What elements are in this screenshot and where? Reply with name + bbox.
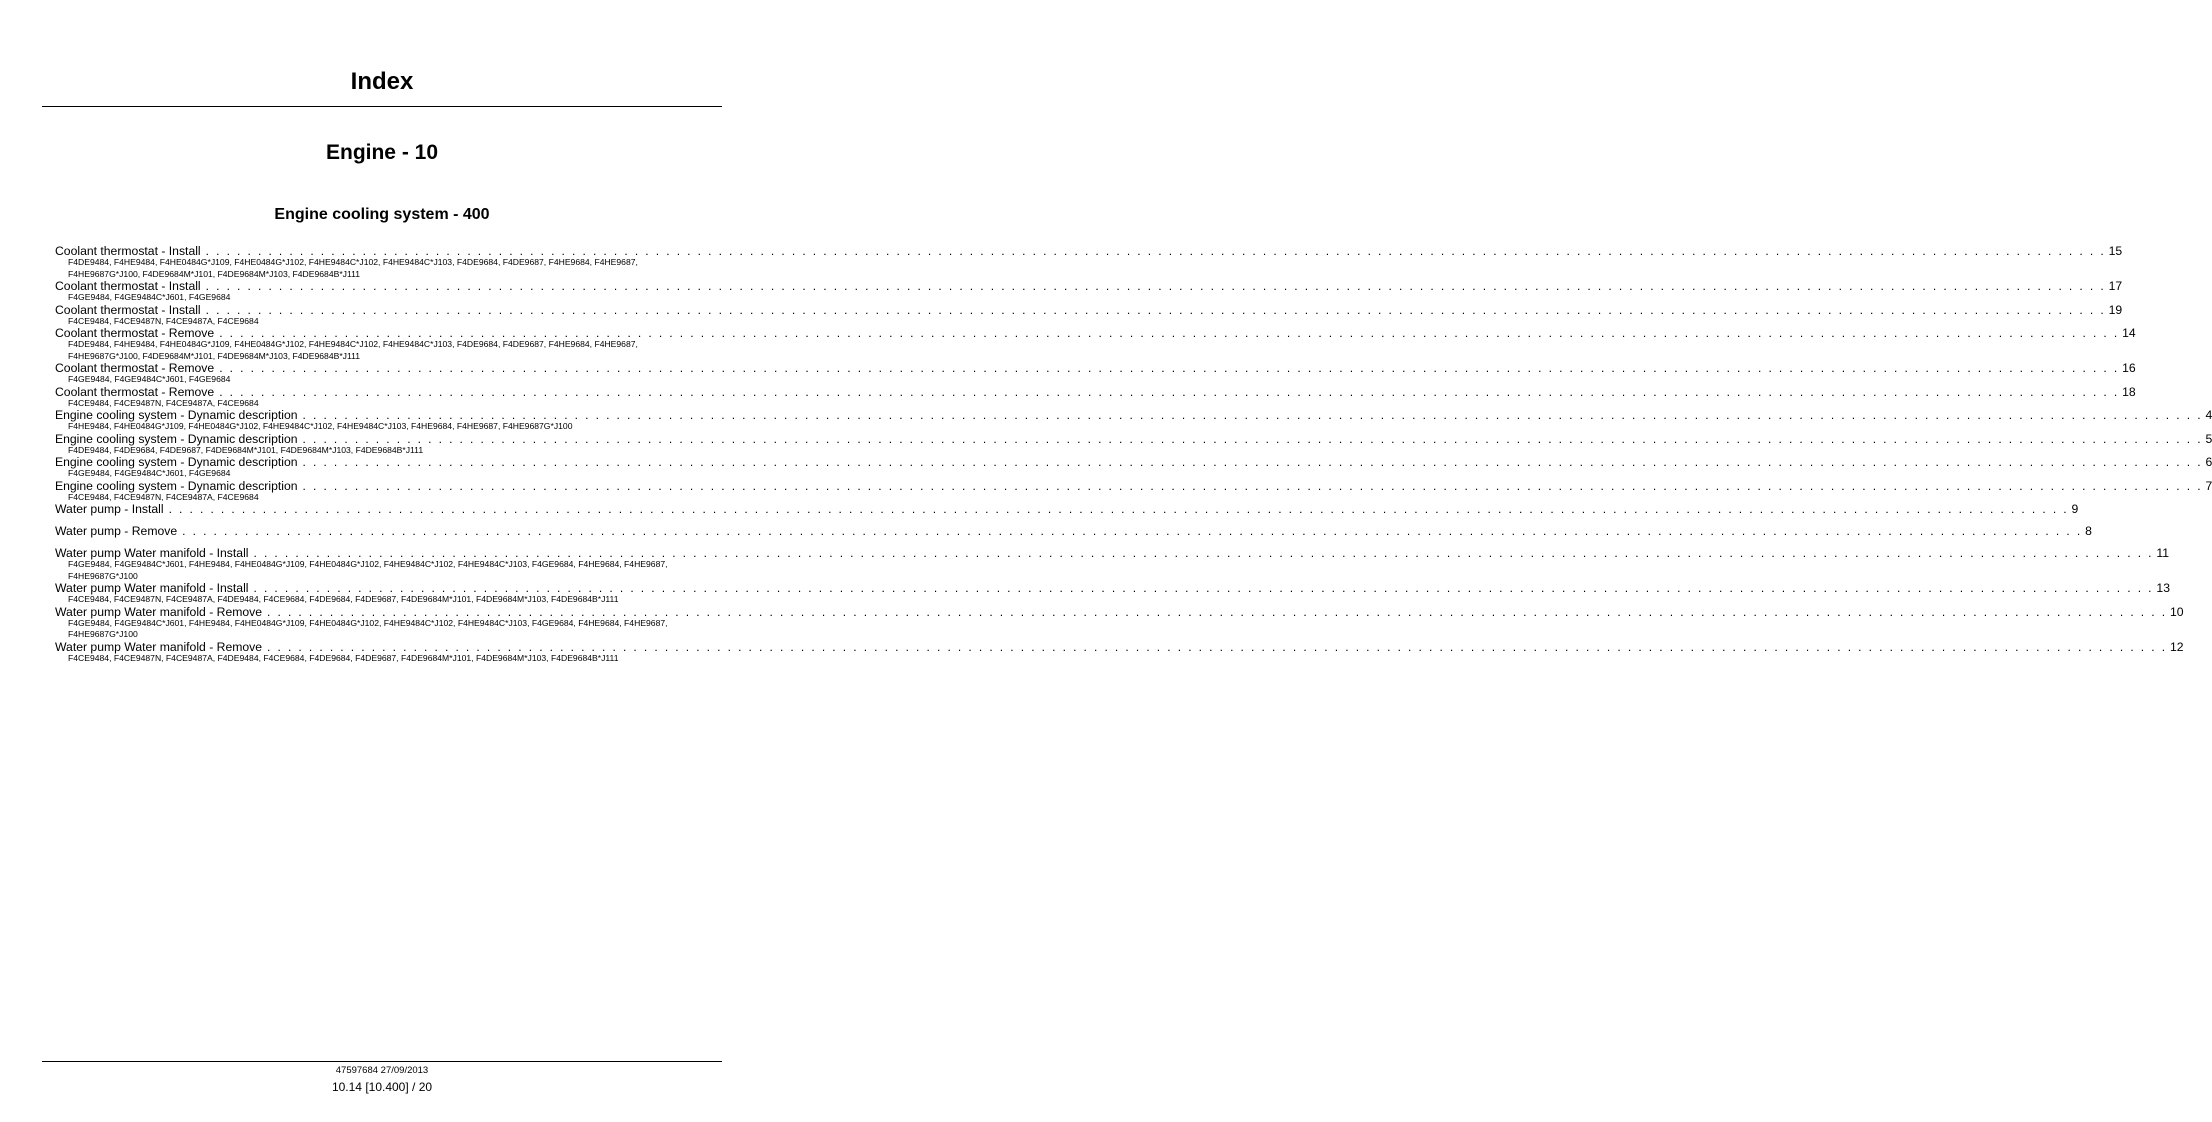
index-entry[interactable] (55, 502, 2079, 516)
index-entry-models: F4CE9484, F4CE9487N, F4CE9487A, F4DE9484, F4CE9684, F4DE9684, F4DE9687, F4DE9684M*J101, F4DE9684M*J103, F4DE9684B*J111 (68, 594, 619, 604)
index-entry[interactable] (55, 639, 2184, 665)
index-entry-line (55, 604, 2184, 619)
header-divider (42, 106, 722, 107)
dot-leader: . . . . . . . . . . . . . . . . . . . . . . . . . . . . . . . . . . . . . . . . . . . . . . . . . . . . . . . . . . . . . . . . . . . . . . . . . . . . . . . . . . . . . . . . . . . . . . . . . . . . . . . . . . . . . . . . . . . . . . . . . . . . . . . . . . . . . . . . . . . . . . . . . . . . . . . . . . . . . . . . . . . . . . . . . . . . . . . . . . . . . . (302, 431, 2203, 446)
index-entry-title[interactable]: Coolant thermostat - Remove (55, 384, 215, 399)
index-entry-title[interactable]: Water pump - Remove (55, 524, 178, 538)
document-reference: 47597684 27/09/2013 (335, 1065, 429, 1076)
dot-leader: . . . . . . . . . . . . . . . . . . . . . . . . . . . . . . . . . . . . . . . . . . . . . . . . . . . . . . . . . . . . . . . . . . . . . . . . . . . . . . . . . . . . . . . . . . . . . . . . . . . . . . . . . . . . . . . . . . . . . . . . . . . . . . . . . . . . . . . . . . . . . . . . . . . . . . . . . . . . . . . . . . . . . . . . . . . . . . . . . . . . . . (267, 604, 2167, 619)
index-entry-page[interactable]: 13 (2156, 581, 2170, 595)
index-entry-models: F4DE9484, F4HE9484, F4HE0484G*J109, F4HE0484G*J102, F4HE9484C*J102, F4HE9484C*J103, F4DE9684, F4DE9687, F4HE9684, F4HE9687, F4HE9687G*J100, F4DE9684M*J101, F4DE9684M*J103, F4DE9684B*J111 (68, 257, 638, 279)
index-entry-title[interactable]: Engine cooling system - Dynamic description (55, 408, 298, 422)
index-entry-models: F4CE9484, F4CE9487N, F4CE9487A, F4CE9684 (68, 397, 259, 408)
index-entry-line (55, 361, 2136, 375)
index-entry[interactable] (55, 279, 2123, 304)
index-entry-models: F4GE9484, F4GE9484C*J601, F4HE9484, F4HE0484G*J109, F4HE0484G*J102, F4HE9484C*J102, F4HE9484C*J103, F4GE9684, F4HE9684, F4HE9687, F4HE9687G*J100 (68, 559, 668, 581)
subsection-title: Engine cooling system - 400 (274, 206, 490, 223)
index-entry[interactable] (55, 361, 2136, 386)
index-entry-page[interactable]: 4 (2205, 408, 2212, 422)
dot-leader: . . . . . . . . . . . . . . . . . . . . . . . . . . . . . . . . . . . . . . . . . . . . . . . . . . . . . . . . . . . . . . . . . . . . . . . . . . . . . . . . . . . . . . . . . . . . . . . . . . . . . . . . . . . . . . . . . . . . . . . . . . . . . . . . . . . . . . . . . . . . . . . . . . . . . . . . . . . . . . . . . . . . . . . . . . . . . . . . . . . . . . (302, 455, 2203, 469)
index-entry[interactable] (55, 326, 2136, 362)
index-entry[interactable] (55, 431, 2212, 457)
index-entry[interactable] (55, 604, 2184, 641)
index-entry-models: F4GE9484, F4GE9484C*J601, F4GE9684 (68, 468, 231, 478)
index-entry-title[interactable]: Coolant thermostat - Install (55, 244, 201, 258)
section-title: Engine - 10 (325, 141, 439, 164)
index-entry-line (55, 244, 2123, 258)
index-entry-models: F4CE9484, F4CE9487N, F4CE9487A, F4CE9684 (68, 315, 259, 326)
index-entry-page[interactable]: 11 (2156, 546, 2170, 560)
index-entry-page[interactable]: 7 (2205, 478, 2212, 493)
index-entry[interactable] (55, 244, 2123, 280)
index-entry-page[interactable]: 15 (2108, 244, 2123, 258)
index-entry-line (55, 408, 2212, 422)
index-entry-title[interactable]: Coolant thermostat - Remove (55, 326, 215, 340)
dot-leader: . . . . . . . . . . . . . . . . . . . . . . . . . . . . . . . . . . . . . . . . . . . . . . . . . . . . . . . . . . . . . . . . . . . . . . . . . . . . . . . . . . . . . . . . . . . . . . . . . . . . . . . . . . . . . . . . . . . . . . . . . . . . . . . . . . . . . . . . . . . . . . . . . . . . . . . . . . . . . . . . . . . . . . . . . . . . . . . . . . . . . . (219, 361, 2120, 375)
index-entry[interactable] (55, 524, 2092, 538)
index-entry-line (55, 431, 2212, 446)
index-entry-line (55, 524, 2092, 538)
index-entry-title[interactable]: Water pump Water manifold - Install (55, 546, 249, 560)
dot-leader: . . . . . . . . . . . . . . . . . . . . . . . . . . . . . . . . . . . . . . . . . . . . . . . . . . . . . . . . . . . . . . . . . . . . . . . . . . . . . . . . . . . . . . . . . . . . . . . . . . . . . . . . . . . . . . . . . . . . . . . . . . . . . . . . . . . . . . . . . . . . . . . . . . . . . . . . . . . . . . . . . . . . . . . . . . . . . . . . . . . . . . (182, 524, 2083, 538)
dot-leader: . . . . . . . . . . . . . . . . . . . . . . . . . . . . . . . . . . . . . . . . . . . . . . . . . . . . . . . . . . . . . . . . . . . . . . . . . . . . . . . . . . . . . . . . . . . . . . . . . . . . . . . . . . . . . . . . . . . . . . . . . . . . . . . . . . . . . . . . . . . . . . . . . . . . . . . . . . . . . . . . . . . . . . . . . . . . . . . . . . . . . . (253, 581, 2154, 595)
footer-divider (42, 1061, 722, 1062)
index-entry-title[interactable]: Water pump Water manifold - Install (55, 581, 249, 595)
index-entry[interactable] (55, 408, 2212, 433)
index-entry-line (55, 384, 2136, 399)
index-entry-models: F4DE9484, F4HE9484, F4HE0484G*J109, F4HE0484G*J102, F4HE9484C*J102, F4HE9484C*J103, F4DE9684, F4DE9687, F4HE9684, F4HE9687, F4HE9687G*J100, F4DE9684M*J101, F4DE9684M*J103, F4DE9684B*J111 (68, 339, 638, 361)
dot-leader: . . . . . . . . . . . . . . . . . . . . . . . . . . . . . . . . . . . . . . . . . . . . . . . . . . . . . . . . . . . . . . . . . . . . . . . . . . . . . . . . . . . . . . . . . . . . . . . . . . . . . . . . . . . . . . . . . . . . . . . . . . . . . . . . . . . . . . . . . . . . . . . . . . . . . . . . . . . . . . . . . . . . . . . . . . . . . . . . . . . . . . (168, 502, 2069, 516)
index-entry-models: F4GE9484, F4GE9484C*J601, F4HE9484, F4HE0484G*J109, F4HE0484G*J102, F4HE9484C*J102, F4HE9484C*J103, F4GE9684, F4HE9684, F4HE9687, F4HE9687G*J100 (68, 617, 668, 639)
index-entry-line (55, 478, 2212, 493)
index-entry-page[interactable]: 10 (2169, 604, 2184, 619)
index-entry-title[interactable]: Coolant thermostat - Install (55, 302, 201, 317)
index-entry-title[interactable]: Water pump Water manifold - Remove (55, 639, 263, 654)
index-entry-title[interactable]: Water pump - Install (55, 502, 164, 516)
index-entry[interactable] (55, 384, 2136, 410)
dot-leader: . . . . . . . . . . . . . . . . . . . . . . . . . . . . . . . . . . . . . . . . . . . . . . . . . . . . . . . . . . . . . . . . . . . . . . . . . . . . . . . . . . . . . . . . . . . . . . . . . . . . . . . . . . . . . . . . . . . . . . . . . . . . . . . . . . . . . . . . . . . . . . . . . . . . . . . . . . . . . . . . . . . . . . . . . . . . . . . . . . . . . . (267, 639, 2167, 654)
index-entry-line (55, 326, 2136, 340)
index-entry-line (55, 581, 2170, 595)
index-entry-page[interactable]: 6 (2205, 455, 2212, 469)
index-entry-page[interactable]: 14 (2122, 326, 2136, 340)
index-entry-title[interactable]: Coolant thermostat - Remove (55, 361, 215, 375)
dot-leader: . . . . . . . . . . . . . . . . . . . . . . . . . . . . . . . . . . . . . . . . . . . . . . . . . . . . . . . . . . . . . . . . . . . . . . . . . . . . . . . . . . . . . . . . . . . . . . . . . . . . . . . . . . . . . . . . . . . . . . . . . . . . . . . . . . . . . . . . . . . . . . . . . . . . . . . . . . . . . . . . . . . . . . . . . . . . . . . . . . . . . . (219, 326, 2120, 340)
index-entry[interactable] (55, 455, 2212, 480)
index-entry[interactable] (55, 581, 2170, 606)
dot-leader: . . . . . . . . . . . . . . . . . . . . . . . . . . . . . . . . . . . . . . . . . . . . . . . . . . . . . . . . . . . . . . . . . . . . . . . . . . . . . . . . . . . . . . . . . . . . . . . . . . . . . . . . . . . . . . . . . . . . . . . . . . . . . . . . . . . . . . . . . . . . . . . . . . . . . . . . . . . . . . . . . . . . . . . . . . . . . . . . . . . . . . (302, 408, 2203, 422)
index-entry-title[interactable]: Engine cooling system - Dynamic description (55, 455, 298, 469)
index-entry-title[interactable]: Engine cooling system - Dynamic description (55, 431, 298, 446)
index-entry-page[interactable]: 5 (2205, 431, 2212, 446)
page-reference: 10.14 [10.400] / 20 (331, 1080, 433, 1094)
index-entry[interactable] (55, 478, 2212, 504)
index-entry-models: F4HE9484, F4HE0484G*J109, F4HE0484G*J102, F4HE9484C*J102, F4HE9484C*J103, F4HE9684, F4HE9687, F4HE9687G*J100 (68, 421, 573, 431)
index-entry-page[interactable]: 17 (2108, 279, 2123, 293)
index-entry-line (55, 302, 2123, 317)
index-entry-line (55, 279, 2123, 293)
index-entry-models: F4GE9484, F4GE9484C*J601, F4GE9684 (68, 292, 231, 302)
dot-leader: . . . . . . . . . . . . . . . . . . . . . . . . . . . . . . . . . . . . . . . . . . . . . . . . . . . . . . . . . . . . . . . . . . . . . . . . . . . . . . . . . . . . . . . . . . . . . . . . . . . . . . . . . . . . . . . . . . . . . . . . . . . . . . . . . . . . . . . . . . . . . . . . . . . . . . . . . . . . . . . . . . . . . . . . . . . . . . . . . . . . . . (253, 546, 2154, 560)
index-entry-page[interactable]: 12 (2169, 639, 2184, 654)
index-list (55, 244, 2212, 664)
index-entry-title[interactable]: Water pump Water manifold - Remove (55, 604, 263, 619)
index-entry-title[interactable]: Coolant thermostat - Install (55, 279, 201, 293)
index-entry-line (55, 502, 2079, 516)
index-entry-line (55, 546, 2170, 560)
dot-leader: . . . . . . . . . . . . . . . . . . . . . . . . . . . . . . . . . . . . . . . . . . . . . . . . . . . . . . . . . . . . . . . . . . . . . . . . . . . . . . . . . . . . . . . . . . . . . . . . . . . . . . . . . . . . . . . . . . . . . . . . . . . . . . . . . . . . . . . . . . . . . . . . . . . . . . . . . . . . . . . . . . . . . . . . . . . . . . . . . . . . . . (205, 302, 2106, 317)
index-entry-page[interactable]: 8 (2085, 524, 2092, 538)
dot-leader: . . . . . . . . . . . . . . . . . . . . . . . . . . . . . . . . . . . . . . . . . . . . . . . . . . . . . . . . . . . . . . . . . . . . . . . . . . . . . . . . . . . . . . . . . . . . . . . . . . . . . . . . . . . . . . . . . . . . . . . . . . . . . . . . . . . . . . . . . . . . . . . . . . . . . . . . . . . . . . . . . . . . . . . . . . . . . . . . . . . . . . (302, 478, 2203, 493)
page-title: Index (350, 68, 414, 95)
index-entry-page[interactable]: 9 (2071, 502, 2079, 516)
index-entry-models: F4DE9484, F4DE9684, F4DE9687, F4DE9684M*J101, F4DE9684M*J103, F4DE9684B*J111 (68, 444, 424, 455)
index-entry-page[interactable]: 18 (2122, 384, 2136, 399)
index-entry-line (55, 455, 2212, 469)
index-entry[interactable] (55, 302, 2123, 328)
index-entry-line (55, 639, 2184, 654)
index-entry-models: F4GE9484, F4GE9484C*J601, F4GE9684 (68, 374, 231, 384)
index-entry-models: F4CE9484, F4CE9487N, F4CE9487A, F4CE9684 (68, 491, 259, 502)
index-entry-page[interactable]: 19 (2108, 302, 2123, 317)
index-entry[interactable] (55, 546, 2170, 582)
index-entry-page[interactable]: 16 (2122, 361, 2136, 375)
index-entry-title[interactable]: Engine cooling system - Dynamic description (55, 478, 298, 493)
dot-leader: . . . . . . . . . . . . . . . . . . . . . . . . . . . . . . . . . . . . . . . . . . . . . . . . . . . . . . . . . . . . . . . . . . . . . . . . . . . . . . . . . . . . . . . . . . . . . . . . . . . . . . . . . . . . . . . . . . . . . . . . . . . . . . . . . . . . . . . . . . . . . . . . . . . . . . . . . . . . . . . . . . . . . . . . . . . . . . . . . . . . . . (205, 244, 2106, 258)
dot-leader: . . . . . . . . . . . . . . . . . . . . . . . . . . . . . . . . . . . . . . . . . . . . . . . . . . . . . . . . . . . . . . . . . . . . . . . . . . . . . . . . . . . . . . . . . . . . . . . . . . . . . . . . . . . . . . . . . . . . . . . . . . . . . . . . . . . . . . . . . . . . . . . . . . . . . . . . . . . . . . . . . . . . . . . . . . . . . . . . . . . . . . (219, 384, 2120, 399)
dot-leader: . . . . . . . . . . . . . . . . . . . . . . . . . . . . . . . . . . . . . . . . . . . . . . . . . . . . . . . . . . . . . . . . . . . . . . . . . . . . . . . . . . . . . . . . . . . . . . . . . . . . . . . . . . . . . . . . . . . . . . . . . . . . . . . . . . . . . . . . . . . . . . . . . . . . . . . . . . . . . . . . . . . . . . . . . . . . . . . . . . . . . . (205, 279, 2106, 293)
index-entry-models: F4CE9484, F4CE9487N, F4CE9487A, F4DE9484, F4CE9684, F4DE9684, F4DE9687, F4DE9684M*J101, F4DE9684M*J103, F4DE9684B*J111 (68, 652, 619, 663)
